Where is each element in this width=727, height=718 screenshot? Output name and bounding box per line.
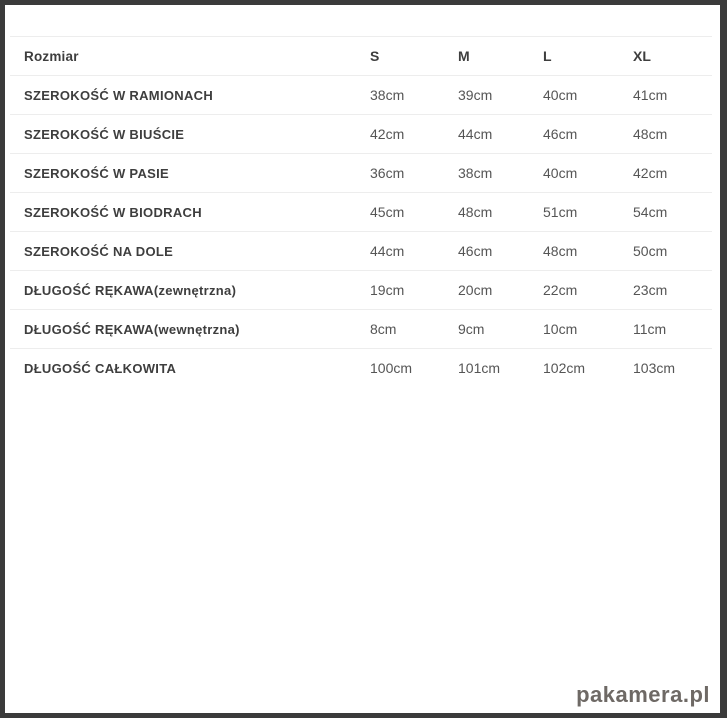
column-header-xl: XL (633, 48, 651, 64)
row-value-s: 19cm (370, 282, 405, 298)
row-value-m: 46cm (458, 243, 493, 259)
row-value-l: 102cm (543, 360, 586, 376)
row-label: SZEROKOŚĆ NA DOLE (24, 243, 174, 259)
table-row (10, 75, 712, 114)
size-table (10, 36, 712, 387)
row-value-xl: 41cm (633, 87, 668, 103)
row-value-s: 100cm (370, 360, 413, 376)
row-value-l: 22cm (543, 282, 578, 298)
row-value-s: 44cm (370, 243, 405, 259)
row-value-xl: 103cm (633, 360, 676, 376)
row-value-xl: 11cm (633, 321, 667, 337)
row-label: SZEROKOŚĆ W BIODRACH (24, 204, 202, 220)
column-header-m: M (458, 48, 470, 64)
row-value-l: 48cm (543, 243, 578, 259)
table-row (10, 270, 712, 309)
row-value-s: 45cm (370, 204, 405, 220)
table-row (10, 309, 712, 348)
row-value-xl: 48cm (633, 126, 668, 142)
row-value-m: 101cm (458, 360, 501, 376)
row-value-xl: 54cm (633, 204, 668, 220)
row-value-m: 38cm (458, 165, 493, 181)
row-label: SZEROKOŚĆ W PASIE (24, 165, 169, 181)
table-row (10, 192, 712, 231)
row-value-m: 20cm (458, 282, 493, 298)
table-row (10, 348, 712, 387)
row-label: DŁUGOŚĆ RĘKAWA(zewnętrzna) (24, 282, 237, 298)
row-value-l: 51cm (543, 204, 578, 220)
column-header-l: L (543, 48, 552, 64)
row-value-xl: 23cm (633, 282, 668, 298)
row-value-s: 8cm (370, 321, 397, 337)
row-value-s: 36cm (370, 165, 405, 181)
table-row (10, 231, 712, 270)
row-value-m: 39cm (458, 87, 493, 103)
size-table-header-row (10, 36, 712, 75)
table-row (10, 153, 712, 192)
row-value-xl: 50cm (633, 243, 668, 259)
row-value-l: 46cm (543, 126, 578, 142)
table-row (10, 114, 712, 153)
row-value-m: 48cm (458, 204, 493, 220)
size-header-label: Rozmiar (24, 48, 79, 64)
row-label: SZEROKOŚĆ W RAMIONACH (24, 87, 214, 103)
row-value-xl: 42cm (633, 165, 668, 181)
row-value-m: 44cm (458, 126, 493, 142)
row-value-s: 42cm (370, 126, 405, 142)
pakamera-logo: pakamera.pl (576, 682, 710, 707)
row-value-l: 10cm (543, 321, 578, 337)
row-value-m: 9cm (458, 321, 485, 337)
row-label: SZEROKOŚĆ W BIUŚCIE (24, 126, 185, 142)
column-header-s: S (370, 48, 380, 64)
size-table-body (10, 75, 712, 387)
row-value-s: 38cm (370, 87, 405, 103)
row-label: DŁUGOŚĆ CAŁKOWITA (24, 360, 177, 376)
row-value-l: 40cm (543, 165, 578, 181)
row-value-l: 40cm (543, 87, 578, 103)
row-label: DŁUGOŚĆ RĘKAWA(wewnętrzna) (24, 321, 240, 337)
